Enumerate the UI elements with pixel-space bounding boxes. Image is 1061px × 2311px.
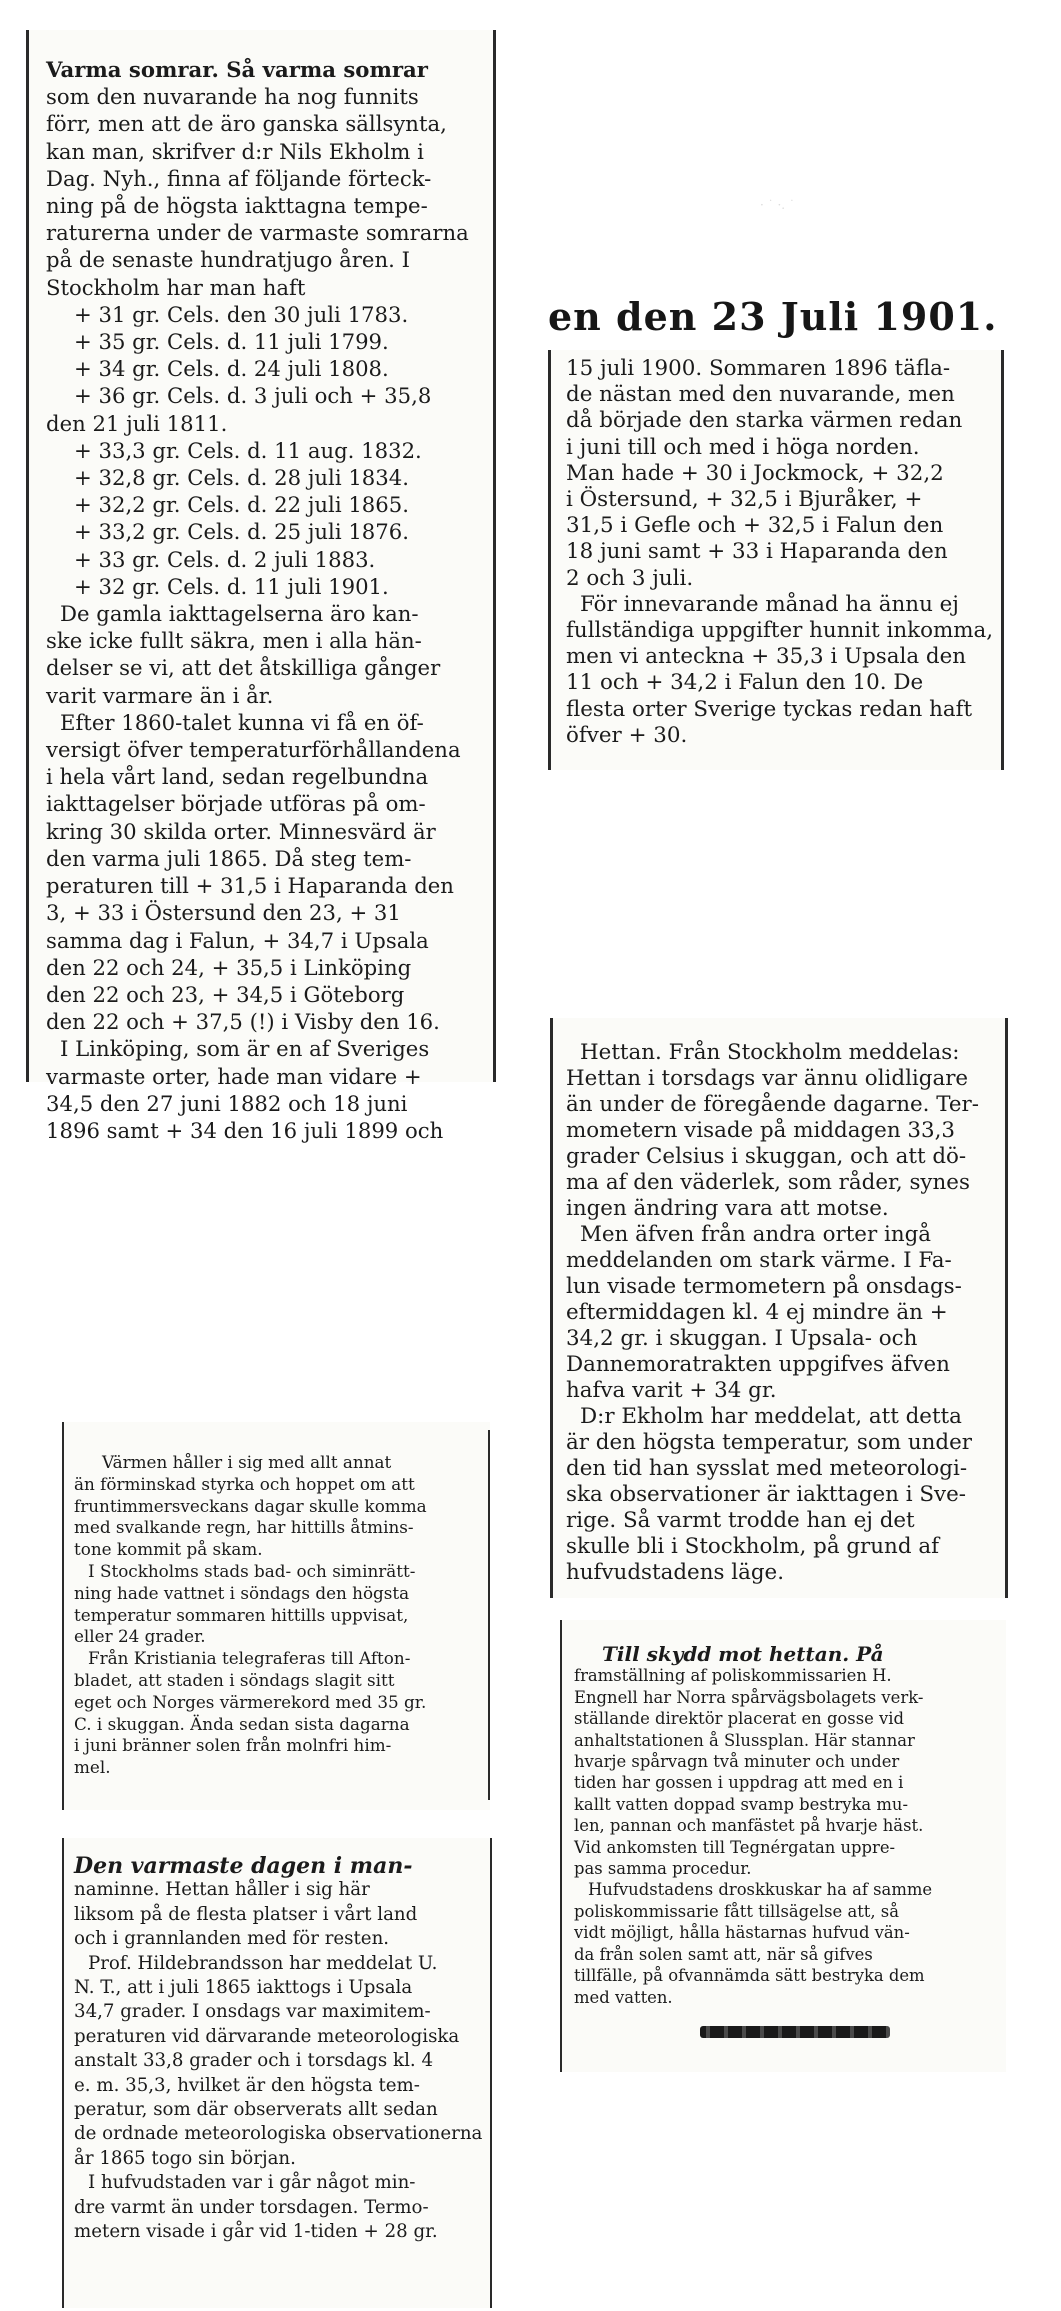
text-line: Dag. Nyh., finna af följande förteck- [46, 165, 432, 191]
text-line: C. i skuggan. Ända sedan sista dagarna [74, 1713, 410, 1734]
text-line: framställning af poliskommissarien H. [574, 1666, 892, 1686]
text-line: I Linköping, som är en af Sveriges [60, 1036, 430, 1062]
text-line: ingen ändring vara att motse. [566, 1196, 889, 1221]
text-line: öfver + 30. [566, 722, 688, 748]
text-line: i juni till och med i höga norden. [566, 434, 920, 460]
text-line: temperatur sommaren hittills uppvisat, [74, 1604, 409, 1625]
clipping-text [74, 1854, 484, 2245]
text-line: För innevarande månad ha ännu ej [580, 591, 959, 617]
bleed-through-marks: · ˙ ·. ˙ [760, 198, 795, 212]
text-line: I Stockholms stads bad- och siminrätt- [88, 1560, 416, 1581]
text-line: + 36 gr. Cels. d. 3 juli och + 35,8 [74, 383, 432, 409]
text-line: är den högsta temperatur, som under [566, 1430, 972, 1455]
clipping-text [566, 356, 994, 749]
text-line: den 21 juli 1811. [46, 410, 228, 436]
text-line: förr, men att de äro ganska sällsynta, [46, 111, 447, 137]
column-rule-left [26, 30, 29, 1082]
text-line: + 33,3 gr. Cels. d. 11 aug. 1832. [74, 437, 422, 463]
text-line: Den varmaste dagen i man- [74, 1853, 413, 1879]
text-line: iakttagelser började utföras på om- [46, 791, 426, 817]
text-line: Engnell har Norra spårvägsbolagets verk- [574, 1687, 924, 1707]
text-line: i Östersund, + 32,5 i Bjuråker, + [566, 487, 923, 513]
text-line: peratur, som där observerats allt sedan [74, 2099, 438, 2121]
text-line: tillfälle, på ofvannämda sätt bestryka dem [574, 1966, 925, 1986]
text-line: på de senaste hundratjugo åren. I [46, 247, 410, 273]
clipping-text [574, 1644, 996, 2008]
text-line: 11 och + 34,2 i Falun den 10. De [566, 670, 924, 696]
text-line: fruntimmersveckans dagar skulle komma [74, 1495, 427, 1516]
text-line: metern visade i går vid 1-tiden + 28 gr. [74, 2221, 438, 2243]
text-line: tone kommit på skam. [74, 1539, 263, 1560]
column-rule-left [550, 1018, 553, 1598]
text-line: peraturen till + 31,5 i Haparanda den [46, 873, 454, 899]
text-line: lun visade termometern på onsdags- [566, 1274, 962, 1299]
text-line: ma af den väderlek, som råder, synes [566, 1170, 970, 1195]
text-line: vidt möjligt, hålla hästarnas hufvud vän- [574, 1923, 910, 1943]
text-line: Vid ankomsten till Tegnérgatan uppre- [574, 1837, 896, 1857]
text-line: i juni bränner solen från molnfri him- [74, 1735, 392, 1756]
text-line: 15 juli 1900. Sommaren 1896 täfla- [566, 356, 951, 381]
text-line: 34,7 grader. I onsdags var maximitem- [74, 2001, 431, 2023]
text-line: den varma juli 1865. Då steg tem- [46, 845, 412, 871]
clipping-den-varmaste-dagen [62, 1838, 492, 2308]
text-line: 18 juni samt + 33 i Haparanda den [566, 539, 948, 565]
column-rule-right [490, 1838, 492, 2308]
text-line: + 34 gr. Cels. d. 24 juli 1808. [74, 356, 389, 382]
clipping-sommaren-1896 [548, 350, 1004, 770]
text-line: 31,5 i Gefle och + 32,5 i Falun den [566, 513, 944, 539]
text-line: + 32 gr. Cels. d. 11 juli 1901. [74, 573, 389, 599]
text-line: eller 24 grader. [74, 1626, 206, 1647]
text-line: Dannemoratrakten uppgifves äfven [566, 1352, 950, 1377]
clipping-till-skydd-mot-hettan [560, 1620, 1006, 2072]
text-line: meddelanden om stark värme. I Fa- [566, 1248, 952, 1273]
text-line: mometern visade på middagen 33,3 [566, 1118, 956, 1143]
text-line: ning hade vattnet i söndags den högsta [74, 1582, 410, 1603]
text-line: än förminskad styrka och hoppet om att [74, 1473, 415, 1494]
text-line: Från Kristiania telegraferas till Afton- [88, 1648, 411, 1669]
text-line: I hufvudstaden var i går något min- [88, 2172, 416, 2194]
column-rule-right [1001, 350, 1004, 770]
column-rule-left [548, 350, 551, 770]
text-line: rige. Så varmt trodde han ej det [566, 1508, 915, 1533]
text-line: anstalt 33,8 grader och i torsdags kl. 4 [74, 2050, 434, 2072]
text-line: de nästan med den nuvarande, men [566, 382, 955, 408]
text-line: hvarje spårvagn två minuter och under [574, 1752, 900, 1772]
column-rule-right [488, 1430, 490, 1800]
text-line: delser se vi, att det åtskilliga gånger [46, 655, 441, 681]
text-line: varmaste orter, hade man vidare + [46, 1063, 422, 1089]
text-line: med vatten. [574, 1987, 673, 2007]
text-line: dre varmt än under torsdagen. Termo- [74, 2196, 429, 2218]
clipping-hettan [550, 1018, 1008, 1598]
clipping-varmen [62, 1422, 490, 1810]
clipping-text [566, 1040, 998, 1586]
ink-smear-divider [700, 2026, 890, 2038]
text-line: som den nuvarande ha nog funnits [46, 84, 419, 110]
text-line: än under de föregående dagarne. Ter- [566, 1092, 979, 1117]
text-line: Varma somrar. Så varma somrar [46, 57, 428, 82]
text-line: 34,5 den 27 juni 1882 och 18 juni [46, 1090, 408, 1116]
text-line: Stockholm har man haft [46, 274, 306, 300]
text-line: Men äfven från andra orter ingå [580, 1222, 932, 1247]
text-line: bladet, att staden i söndags slagit sitt [74, 1669, 395, 1690]
clipping-text [46, 56, 484, 1144]
text-line: tiden har gossen i uppdrag att med en i [574, 1773, 904, 1793]
text-line: varit varmare än i år. [46, 682, 274, 708]
text-line: pas samma procedur. [574, 1859, 752, 1879]
text-line: grader Celsius i skuggan, och att dö- [566, 1144, 967, 1169]
text-line: ning på de högsta iakttagna tempe- [46, 193, 428, 219]
text-line: Hettan i torsdags var ännu olidligare [566, 1066, 969, 1091]
text-line: e. m. 35,3, hvilket är den högsta tem- [74, 2074, 420, 2096]
text-line: ske icke fullt säkra, men i alla hän- [46, 628, 422, 654]
column-rule-left [560, 1620, 562, 2072]
text-line: De gamla iakttagelserna äro kan- [60, 601, 419, 627]
text-line: men vi anteckna + 35,3 i Upsala den [566, 644, 967, 670]
text-line: hafva varit + 34 gr. [566, 1378, 777, 1403]
text-line: eftermiddagen kl. 4 ej mindre än + [566, 1300, 948, 1325]
text-line: anhaltstationen å Slussplan. Här stannar [574, 1730, 915, 1750]
column-rule-left [62, 1838, 64, 2308]
text-line: len, pannan och manfästet på hvarje häst. [574, 1816, 924, 1836]
text-line: Hettan. Från Stockholm meddelas: [580, 1040, 960, 1065]
clipping-text [74, 1452, 482, 1779]
text-line: poliskommissarie fått tillsägelse att, så [574, 1901, 899, 1921]
text-line: kan man, skrifver d:r Nils Ekholm i [46, 138, 424, 164]
text-line: liksom på de flesta platser i vårt land [74, 1903, 418, 1925]
text-line: den 22 och 23, + 34,5 i Göteborg [46, 981, 405, 1007]
text-line: + 32,2 gr. Cels. d. 22 juli 1865. [74, 492, 409, 518]
text-line: 2 och 3 juli. [566, 565, 694, 591]
text-line: + 31 gr. Cels. den 30 juli 1783. [74, 301, 409, 327]
text-line: + 35 gr. Cels. d. 11 juli 1799. [74, 329, 389, 355]
text-line: i hela vårt land, sedan regelbundna [46, 764, 429, 790]
text-line: Till skydd mot hettan. På [602, 1642, 884, 1666]
text-line: kring 30 skilda orter. Minnesvärd är [46, 818, 436, 844]
column-rule-right [1005, 1018, 1008, 1598]
text-line: och i grannlanden med för resten. [74, 1928, 390, 1950]
text-line: + 32,8 gr. Cels. d. 28 juli 1834. [74, 465, 409, 491]
text-line: 1896 samt + 34 den 16 juli 1899 och [46, 1117, 444, 1143]
text-line: Värmen håller i sig med allt annat [102, 1452, 392, 1472]
column-rule-right [493, 30, 496, 1082]
clipping-varma-somrar [26, 30, 496, 1143]
text-line: skulle bli i Stockholm, på grund af [566, 1534, 939, 1559]
text-line: versigt öfver temperaturförhållandena [46, 737, 461, 763]
text-line: ställande direktör placerat en gosse vid [574, 1709, 905, 1729]
text-line: kallt vatten doppad svamp bestryka mu- [574, 1794, 908, 1814]
text-line: naminne. Hettan håller i sig här [74, 1879, 370, 1901]
text-line: N. T., att i juli 1865 iakttogs i Upsala [74, 1977, 413, 1999]
text-line: den 22 och 24, + 35,5 i Linköping [46, 954, 412, 980]
text-line: flesta orter Sverige tyckas redan haft [566, 696, 973, 722]
text-line: 3, + 33 i Östersund den 23, + 31 [46, 900, 401, 926]
text-line: Man hade + 30 i Jockmock, + 32,2 [566, 460, 944, 486]
column-rule-left [62, 1422, 64, 1810]
text-line: raturerna under de varmaste somrarna [46, 220, 469, 246]
text-line: + 33 gr. Cels. d. 2 juli 1883. [74, 546, 376, 572]
text-line: + 33,2 gr. Cels. d. 25 juli 1876. [74, 519, 409, 545]
text-line: D:r Ekholm har meddelat, att detta [580, 1404, 962, 1429]
text-line: Hufvudstadens droskkuskar ha af samme [588, 1880, 933, 1900]
text-line: hufvudstadens läge. [566, 1560, 785, 1585]
text-line: fullständiga uppgifter hunnit inkomma, [566, 618, 994, 644]
text-line: de ordnade meteorologiska observationerna [74, 2123, 483, 2145]
text-line: peraturen vid därvarande meteorologiska [74, 2025, 460, 2047]
text-line: 34,2 gr. i skuggan. I Upsala- och [566, 1326, 918, 1351]
text-line: den 22 och + 37,5 (!) i Visby den 16. [46, 1009, 440, 1035]
text-line: år 1865 togo sin början. [74, 2147, 296, 2169]
newspaper-date-headline: en den 23 Juli 1901. [548, 294, 998, 339]
text-line: Prof. Hildebrandsson har meddelat U. [88, 1952, 438, 1974]
text-line: ska observationer är iakttagen i Sve- [566, 1482, 967, 1507]
text-line: Efter 1860-talet kunna vi få en öf- [60, 709, 424, 735]
text-line: då började den starka värmen redan [566, 408, 963, 434]
text-line: mel. [74, 1757, 111, 1778]
text-line: eget och Norges värmerekord med 35 gr. [74, 1691, 427, 1712]
text-line: med svalkande regn, har hittills åtmins- [74, 1517, 414, 1538]
text-line: da från solen samt att, när så gifves [574, 1944, 873, 1964]
text-line: samma dag i Falun, + 34,7 i Upsala [46, 927, 429, 953]
text-line: den tid han sysslat med meteorologi- [566, 1456, 968, 1481]
